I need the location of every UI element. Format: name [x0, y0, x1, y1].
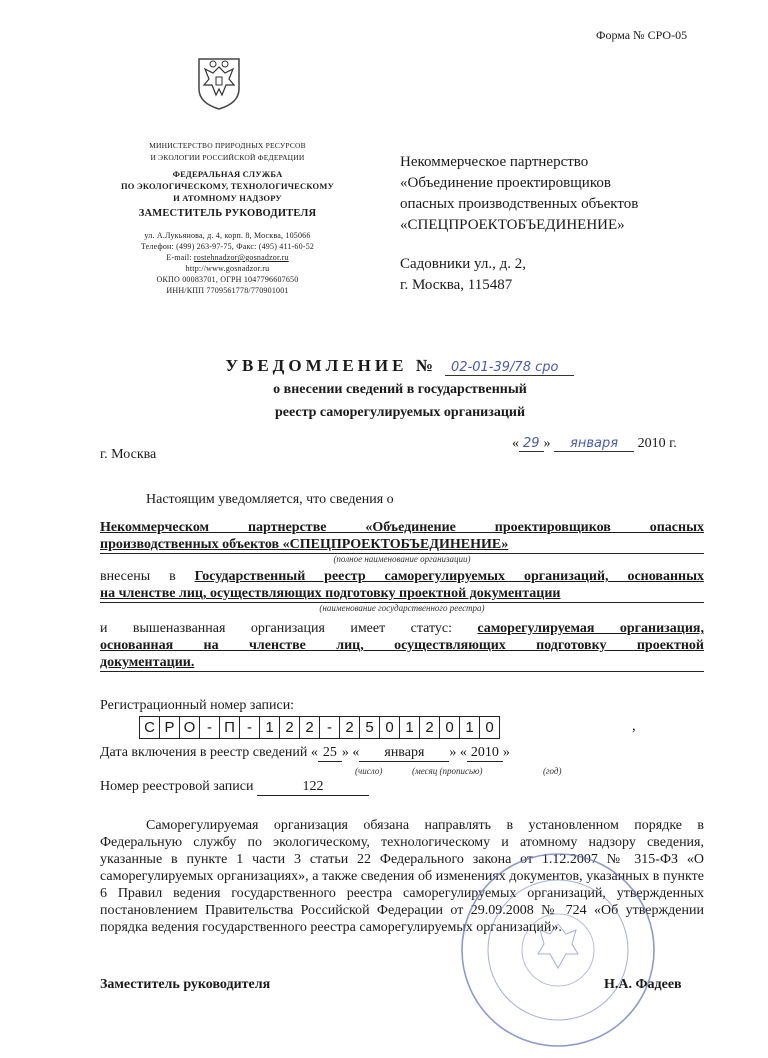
recipient-line: «СПЕЦПРОЕКТОБЪЕДИНЕНИЕ» [400, 217, 625, 233]
record-number [100, 779, 369, 796]
status-block [100, 620, 704, 672]
recipient-block [400, 152, 720, 296]
recipient-line: опасных производственных объектов [400, 196, 639, 212]
inclusion-month: января [359, 745, 449, 762]
sender-okpo: ОКПО 00083701, ОГРН 1047796607650 [156, 275, 299, 284]
inclusion-date: Дата включения в реестр сведений « 25 » « января » « 2010 » [100, 745, 510, 760]
registration-char-box: 5 [359, 716, 380, 739]
sender-website[interactable]: http://www.gosnadzor.ru [185, 264, 270, 273]
notice-title [200, 356, 600, 422]
recipient-address: Садовники ул., д. 2, [400, 256, 526, 272]
ministry-line: И ЭКОЛОГИИ РОССИЙСКОЙ ФЕДЕРАЦИИ [150, 153, 305, 162]
registration-char-box: 2 [279, 716, 300, 739]
email-link[interactable]: rostehnadzor@gosnadzor.ru [193, 253, 289, 262]
organization-block [100, 519, 704, 564]
ministry-letterhead [95, 140, 360, 296]
registration-char-box: - [319, 716, 340, 739]
notice-intro: Настоящим уведомляется, что сведения о [146, 492, 394, 507]
inclusion-day: 25 [318, 745, 342, 762]
date-month: января [554, 436, 634, 452]
service-name: ПО ЭКОЛОГИЧЕСКОМУ, ТЕХНОЛОГИЧЕСКОМУ [120, 181, 335, 191]
recipient-line: Некоммерческое партнерство [400, 154, 589, 170]
registry-name-line: Государственный реестр саморегулируемых организаций, основанных [194, 569, 705, 584]
official-seal-icon [458, 850, 658, 1050]
registry-prefix: внесены в [100, 569, 176, 584]
sender-address: ул. А.Лукьянова, д. 4, корп. 8, Москва, 105066 [144, 231, 311, 240]
recipient-line: «Объединение проектировщиков [400, 175, 611, 191]
registration-char-box: 2 [339, 716, 360, 739]
registration-char-box: 2 [419, 716, 440, 739]
sender-email: E-mail: rostehnadzor@gosnadzor.ru [166, 253, 289, 262]
caption-day: (число) [355, 766, 383, 776]
registration-char-box: П [219, 716, 240, 739]
recipient-address: г. Москва, 115487 [400, 277, 513, 293]
ministry-line: МИНИСТЕРСТВО ПРИРОДНЫХ РЕСУРСОВ [149, 141, 306, 150]
title-line: УВЕДОМЛЕНИЕ № 02-01-39/78 сро [200, 356, 600, 376]
record-label: Номер реестровой записи [100, 779, 254, 794]
registration-char-box: 0 [439, 716, 460, 739]
registry-block [100, 568, 704, 613]
status-prefix: и вышеназванная организация имеет статус: [100, 621, 453, 636]
caption-year: (год) [543, 766, 562, 776]
organization-caption: (полное наименование организации) [333, 554, 471, 564]
sender-phone: Телефон: (499) 263-97-75, Факс: (495) 411-60-52 [140, 242, 315, 251]
organization-name-line: производственных объектов «СПЕЦПРОЕКТОБЪЕДИНЕНИЕ» [100, 537, 509, 552]
registry-caption: (наименование государственного реестра) [319, 603, 485, 613]
document-date: « 29 » января 2010 г. [512, 436, 677, 451]
signatory-name: Н.А. Фадеев [604, 977, 682, 992]
registration-char-box: Р [159, 716, 180, 739]
signatory-position: Заместитель руководителя [100, 977, 271, 992]
registration-char-box: 1 [459, 716, 480, 739]
organization-name-line: Некоммерческом партнерстве «Объединение проектировщиков опасных [100, 520, 704, 535]
status-value: саморегулируемая организация, [477, 621, 704, 636]
status-value: документации. [100, 655, 195, 670]
handwritten-notice-number: 02-01-39/78 сро [445, 360, 574, 376]
registration-char-box: С [139, 716, 160, 739]
city-label: г. Москва [100, 447, 157, 462]
caption-month: (месяц (прописью) [412, 766, 483, 776]
date-year: 2010 г. [637, 436, 677, 451]
registration-char-box: - [239, 716, 260, 739]
inclusion-year: 2010 [467, 745, 503, 762]
registration-char-box: 2 [299, 716, 320, 739]
record-value: 122 [257, 779, 369, 796]
registration-char-box: О [179, 716, 200, 739]
registration-number [139, 716, 499, 739]
registry-name-line: на членстве лиц, осуществляющих подготовку проектной документации [100, 586, 561, 601]
date-day: 29 [519, 436, 544, 452]
inclusion-label: Дата включения в реестр сведений [100, 745, 308, 760]
registration-label: Регистрационный номер записи: [100, 698, 295, 713]
obligation-text: Саморегулируемая организация обязана направлять в установленном порядке в Федеральную службу по экологическому, технологическому и атомному надзору сведения, указанные в пункте 1 части 3 статьи 22 Федерального закона от 1.12.2007 № 315-ФЗ «О саморегулируемых организациях», а также сведения об изменениях документов, указанных в пункте 6 Правил ведения государственного реестра саморегулируемых организаций, утвержденных постановлением Правительства Российской Федерации от 29.09.2008 № 724 «Об утверждении порядка ведения государственного реестра саморегулируемых организаций». [100, 818, 704, 935]
registration-char-box: 1 [399, 716, 420, 739]
form-number-label: Форма № СРО-05 [596, 28, 688, 42]
sender-inn: ИНН/КПП 7709561778/770901001 [166, 286, 289, 295]
registration-char-box: 0 [379, 716, 400, 739]
registration-char-box: - [199, 716, 220, 739]
registration-char-box: 1 [259, 716, 280, 739]
registration-char-box: 0 [479, 716, 500, 739]
sender-position: ЗАМЕСТИТЕЛЬ РУКОВОДИТЕЛЯ [138, 208, 317, 219]
subtitle-line: о внесении сведений в государственный [273, 382, 527, 397]
service-name: И АТОМНОМУ НАДЗОРУ [173, 193, 282, 203]
subtitle-line: реестр саморегулируемых организаций [274, 405, 526, 420]
status-value: основанная на членстве лиц, осуществляющих подготовку проектной [100, 638, 704, 653]
service-name: ФЕДЕРАЛЬНАЯ СЛУЖБА [172, 169, 283, 179]
registration-comma: , [632, 718, 636, 734]
russian-emblem-icon [196, 55, 242, 111]
